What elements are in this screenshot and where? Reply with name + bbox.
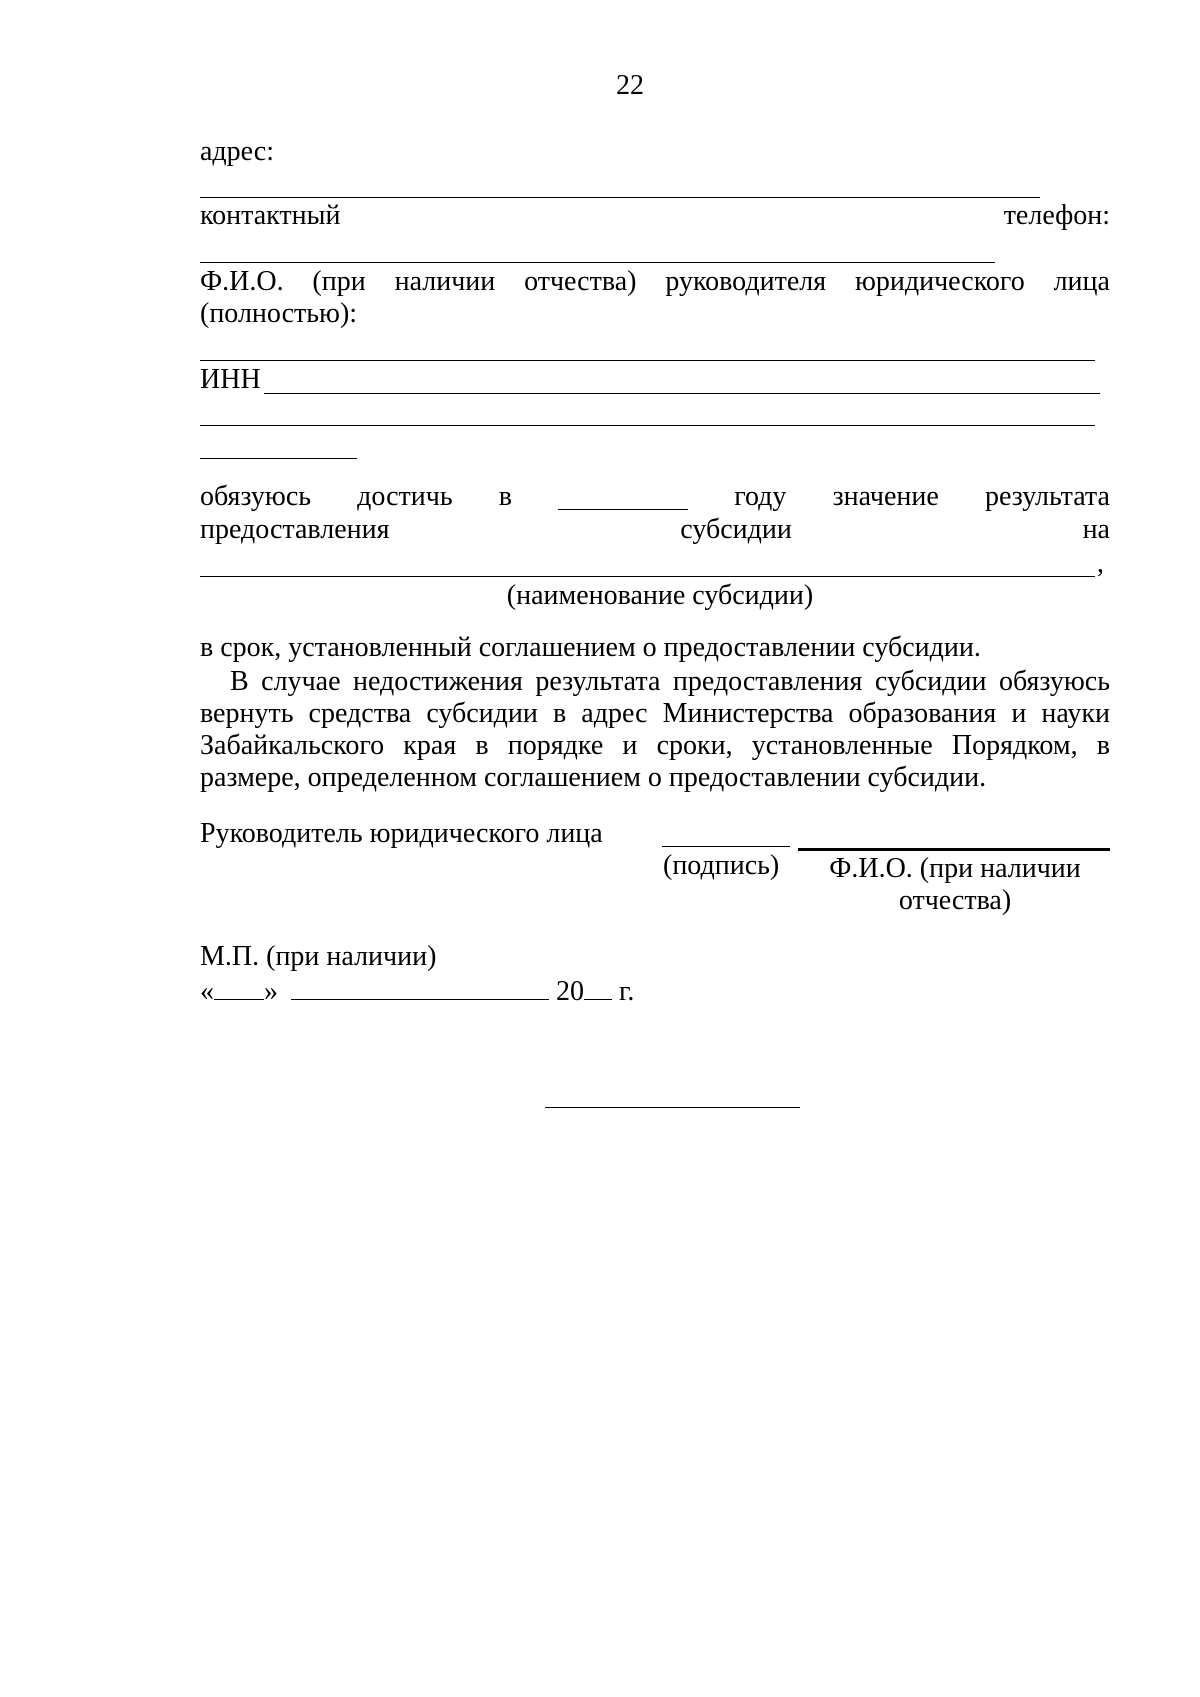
head-name-word: руководителя xyxy=(665,266,827,297)
signature-role: Руководитель юридического лица xyxy=(200,818,603,849)
date-open-quote: « xyxy=(200,976,214,1007)
inn-label: ИНН xyxy=(200,364,261,395)
subsidy-name-blank-line[interactable] xyxy=(200,576,1095,577)
refund-line: В случае недостижения результата предоставления субсидии обязуюсь xyxy=(230,666,1110,697)
commitment-word: предоставления xyxy=(200,514,390,545)
stamp-label: М.П. (при наличии) xyxy=(200,941,437,972)
head-name-word: (при xyxy=(312,266,366,297)
day-blank[interactable] xyxy=(214,973,264,1000)
commitment-line1 xyxy=(200,481,1110,513)
head-name-word: лица xyxy=(1053,266,1110,297)
year-suffix: г. xyxy=(619,976,635,1007)
closing-separator xyxy=(545,1107,800,1108)
contact-label-left: контактный xyxy=(200,200,341,231)
address-label: адрес: xyxy=(200,136,275,167)
address-blank-line[interactable] xyxy=(200,197,1040,198)
signature-caption: (подпись) xyxy=(663,850,780,881)
commitment-word: результата xyxy=(984,481,1110,512)
head-name-label-line2: (полностью): xyxy=(200,298,358,329)
date-close-quote: » xyxy=(264,976,278,1007)
month-blank[interactable] xyxy=(291,973,549,1000)
deadline-text: в срок, установленный соглашением о предоставлении субсидии. xyxy=(200,632,981,663)
commitment-word: достичь xyxy=(357,481,453,512)
date-row xyxy=(200,973,634,1008)
inn-blank-line-3[interactable] xyxy=(200,458,357,459)
year-blank-short[interactable] xyxy=(584,973,612,1000)
contact-label-right: телефон: xyxy=(1003,200,1110,231)
contact-phone-row xyxy=(200,200,1110,232)
refund-line: размере, определенном соглашением о предоставлении субсидии. xyxy=(200,762,987,793)
refund-line: вернуть средства субсидии в адрес Министерства образования и науки xyxy=(200,698,1110,729)
page-number: 22 xyxy=(616,70,644,101)
inn-blank-line[interactable] xyxy=(264,393,1100,394)
head-name-word: юридического xyxy=(854,266,1025,297)
head-name-blank-line[interactable] xyxy=(200,360,1095,361)
commitment-word: на xyxy=(1082,514,1110,545)
commitment-line2 xyxy=(200,514,1110,546)
head-name-word: Ф.И.О. xyxy=(200,266,284,297)
inn-blank-line-2[interactable] xyxy=(200,425,1095,426)
commitment-word: обязуюсь xyxy=(200,481,312,512)
phone-blank-line[interactable] xyxy=(200,262,995,263)
commitment-word: значение xyxy=(832,481,939,512)
signature-blank-line[interactable] xyxy=(662,846,790,847)
refund-line: Забайкальского края в порядке и сроки, установленные Порядком, в xyxy=(200,730,1110,761)
head-name-word: наличии xyxy=(394,266,496,297)
fio-blank-line[interactable] xyxy=(798,848,1110,851)
fio-caption-line1: Ф.И.О. (при наличии xyxy=(829,853,1081,884)
subsidy-name-caption: (наименование субсидии) xyxy=(506,580,814,611)
year-prefix: 20 xyxy=(556,976,584,1007)
commitment-word: субсидии xyxy=(680,514,792,545)
head-name-label-line1 xyxy=(200,266,1110,298)
fio-caption-line2: отчества) xyxy=(898,885,1012,916)
commitment-word: в xyxy=(498,481,512,512)
commitment-word: году xyxy=(734,481,787,512)
trailing-comma: , xyxy=(1097,548,1104,579)
refund-paragraph xyxy=(200,666,1110,794)
year-blank[interactable] xyxy=(558,481,688,510)
head-name-word: отчества) xyxy=(524,266,637,297)
